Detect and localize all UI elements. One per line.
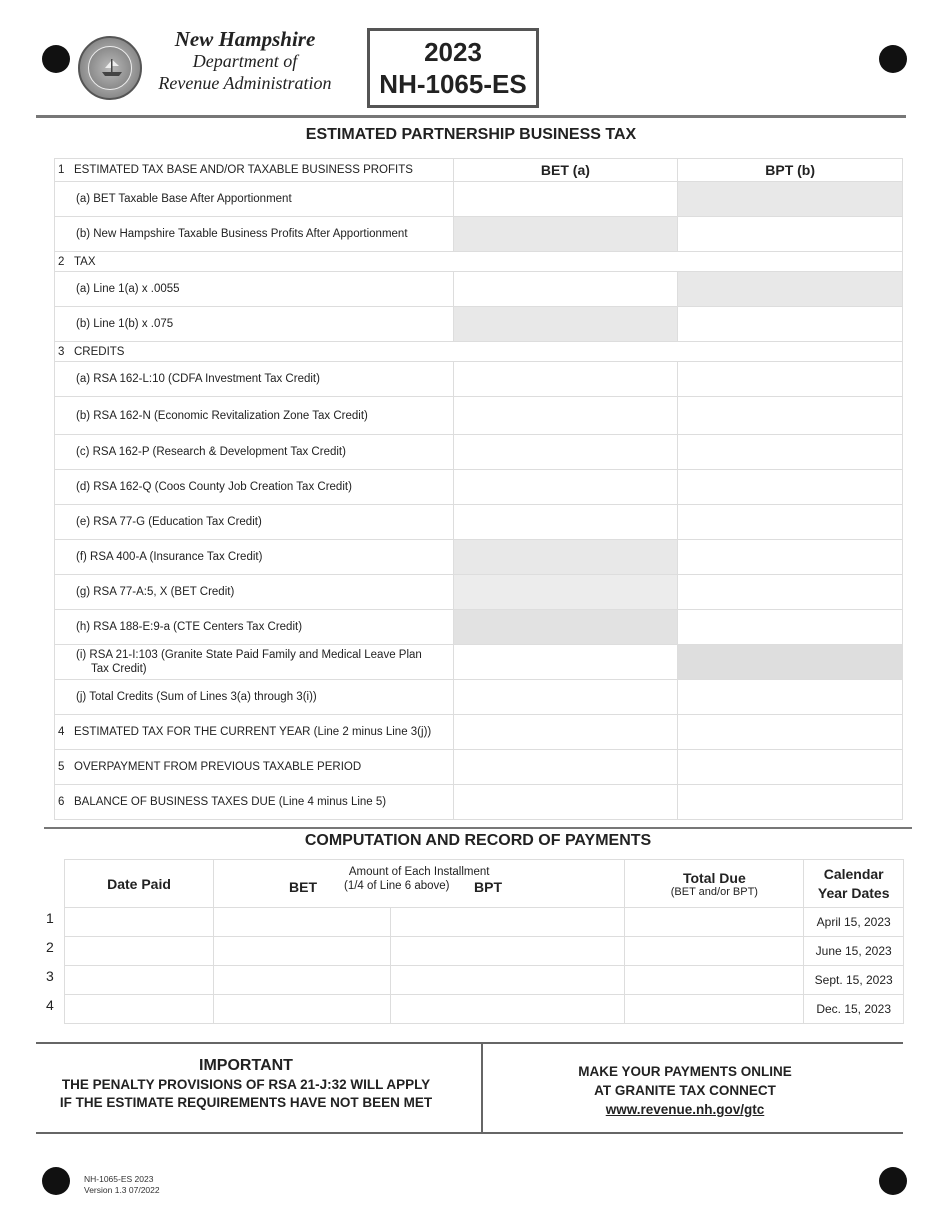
payments-divider (44, 827, 912, 829)
payment-2-bpt[interactable] (391, 937, 625, 966)
estimated-tax-table (54, 158, 903, 820)
line-3i-bpt-shaded (678, 645, 903, 680)
important-line-2: IF THE ESTIMATE REQUIREMENTS HAVE NOT BEEN MET (59, 1095, 433, 1110)
line-3b-bet-field[interactable] (453, 397, 678, 435)
line-2b-bet-shaded (453, 307, 678, 342)
line-6-bet-field[interactable] (453, 785, 678, 820)
payment-4-total[interactable] (625, 995, 804, 1024)
payment-2-due-date: June 15, 2023 (804, 937, 904, 966)
line-3j-label: (j) Total Credits (Sum of Lines 3(a) through 3(i)) (55, 680, 454, 715)
calendar-header: Calendar Year Dates (804, 860, 904, 908)
registration-mark-bottom-right (879, 1167, 907, 1195)
column-header-bpt: BPT (b) (678, 159, 903, 182)
form-year: 2023 (424, 37, 482, 67)
line-1b-label: (b) New Hampshire Taxable Business Profits After Apportionment (55, 217, 454, 252)
amount-header (214, 860, 625, 908)
quarter-note: (1/4 of Line 6 above) (344, 879, 450, 892)
line-3g-bpt-field[interactable] (678, 575, 903, 610)
payment-row-number: 3 (46, 968, 54, 984)
line-1b-bet-shaded (453, 217, 678, 252)
online-payment-notice (483, 1062, 887, 1119)
line-6-label: 6 BALANCE OF BUSINESS TAXES DUE (Line 4 minus Line 5) (55, 785, 454, 820)
payment-1-total[interactable] (625, 908, 804, 937)
line-3d-bpt-field[interactable] (678, 470, 903, 505)
total-due-header: Total Due (BET and/or BPT) (625, 860, 804, 908)
payment-row-number: 2 (46, 939, 54, 955)
online-line-1: MAKE YOUR PAYMENTS ONLINE (578, 1064, 792, 1079)
header-divider (36, 115, 906, 118)
line-5-bet-field[interactable] (453, 750, 678, 785)
line-2b-bpt-field[interactable] (678, 307, 903, 342)
line-5-label: 5 OVERPAYMENT FROM PREVIOUS TAXABLE PERIOD (55, 750, 454, 785)
line-3h-label: (h) RSA 188-E:9-a (CTE Centers Tax Credit) (55, 610, 454, 645)
footer-version: Version 1.3 07/2022 (84, 1185, 160, 1195)
important-bottom-rule (36, 1132, 903, 1134)
line-2-label: 2 TAX (55, 252, 903, 272)
line-3d-bet-field[interactable] (453, 470, 678, 505)
line-3f-bpt-field[interactable] (678, 540, 903, 575)
footer-form-id: NH-1065-ES 2023 (84, 1174, 154, 1184)
state-name: New Hampshire (174, 27, 316, 51)
line-4-bet-field[interactable] (453, 715, 678, 750)
line-6-bpt-field[interactable] (678, 785, 903, 820)
important-line-1: THE PENALTY PROVISIONS OF RSA 21-J:32 WILL APPLY (61, 1077, 431, 1092)
payment-3-due-date: Sept. 15, 2023 (804, 966, 904, 995)
line-3-label: 3 CREDITS (55, 342, 903, 362)
line-3a-label: (a) RSA 162-L:10 (CDFA Investment Tax Credit) (55, 362, 454, 397)
payment-4-due-date: Dec. 15, 2023 (804, 995, 904, 1024)
amount-caption: Amount of Each Installment (348, 865, 490, 878)
line-3g-label: (g) RSA 77-A:5, X (BET Credit) (55, 575, 454, 610)
line-3i-bet-field[interactable] (453, 645, 678, 680)
payment-3-date-paid[interactable] (65, 966, 214, 995)
payment-4-date-paid[interactable] (65, 995, 214, 1024)
department-line-2: Revenue Administration (158, 73, 332, 93)
payments-table (64, 859, 904, 1024)
line-3c-bet-field[interactable] (453, 435, 678, 470)
line-3e-label: (e) RSA 77-G (Education Tax Credit) (55, 505, 454, 540)
line-4-label: 4 ESTIMATED TAX FOR THE CURRENT YEAR (Line 2 minus Line 3(j)) (55, 715, 454, 750)
line-2a-label: (a) Line 1(a) x .0055 (55, 272, 454, 307)
payment-1-due-date: April 15, 2023 (804, 908, 904, 937)
line-3h-bet-shaded (453, 610, 678, 645)
line-3a-bpt-field[interactable] (678, 362, 903, 397)
payment-4-bet[interactable] (214, 995, 391, 1024)
bpt-header: BPT (474, 878, 502, 895)
bet-header: BET (289, 878, 317, 895)
line-3i-label-line-2: Tax Credit) (91, 663, 147, 675)
line-4-bpt-field[interactable] (678, 715, 903, 750)
agency-name (140, 28, 350, 94)
line-3f-bet-shaded (453, 540, 678, 575)
line-1a-bet-field[interactable] (453, 182, 678, 217)
form-id-box (367, 28, 539, 108)
line-2a-bpt-shaded (678, 272, 903, 307)
line-3a-bet-field[interactable] (453, 362, 678, 397)
line-2b-label: (b) Line 1(b) x .075 (55, 307, 454, 342)
payment-2-total[interactable] (625, 937, 804, 966)
payment-row-number: 1 (46, 910, 54, 926)
line-3g-bet-shaded (453, 575, 678, 610)
payments-title: COMPUTATION AND RECORD OF PAYMENTS (304, 832, 652, 849)
payment-2-date-paid[interactable] (65, 937, 214, 966)
line-3i-label-line-1: (i) RSA 21-I:103 (Granite State Paid Family and Medical Leave Plan (76, 649, 422, 661)
payment-2-bet[interactable] (214, 937, 391, 966)
line-3b-label: (b) RSA 162-N (Economic Revitalization Zone Tax Credit) (55, 397, 454, 435)
important-title: IMPORTANT (199, 1057, 293, 1074)
important-notice (36, 1056, 456, 1112)
registration-mark-top-right (879, 45, 907, 73)
form-code: NH-1065-ES (379, 69, 527, 99)
line-3d-label: (d) RSA 162-Q (Coos County Job Creation Tax Credit) (55, 470, 454, 505)
online-line-2: AT GRANITE TAX CONNECT (594, 1083, 776, 1098)
line-5-bpt-field[interactable] (678, 750, 903, 785)
line-3i-label (55, 645, 454, 680)
column-header-bet: BET (a) (453, 159, 678, 182)
payment-1-bet[interactable] (214, 908, 391, 937)
registration-mark-top-left (42, 45, 70, 73)
date-paid-header: Date Paid (65, 860, 214, 908)
line-3j-bpt-field[interactable] (678, 680, 903, 715)
payment-3-bet[interactable] (214, 966, 391, 995)
gtc-link[interactable]: www.revenue.nh.gov/gtc (605, 1102, 765, 1117)
line-3c-bpt-field[interactable] (678, 435, 903, 470)
line-2a-bet-field[interactable] (453, 272, 678, 307)
line-3c-label: (c) RSA 162-P (Research & Development Tax Credit) (55, 435, 454, 470)
line-3f-label: (f) RSA 400-A (Insurance Tax Credit) (55, 540, 454, 575)
payment-3-bpt[interactable] (391, 966, 625, 995)
important-top-rule (36, 1042, 903, 1044)
form-footer (84, 1174, 160, 1196)
payment-1-date-paid[interactable] (65, 908, 214, 937)
payment-4-bpt[interactable] (391, 995, 625, 1024)
registration-mark-bottom-left (42, 1167, 70, 1195)
line-1a-label: (a) BET Taxable Base After Apportionment (55, 182, 454, 217)
payment-3-total[interactable] (625, 966, 804, 995)
line-3h-bpt-field[interactable] (678, 610, 903, 645)
line-3b-bpt-field[interactable] (678, 397, 903, 435)
line-1b-bpt-field[interactable] (678, 217, 903, 252)
line-3j-bet-field[interactable] (453, 680, 678, 715)
department-line-1: Department of (192, 51, 298, 71)
payment-1-bpt[interactable] (391, 908, 625, 937)
line-1a-bpt-shaded (678, 182, 903, 217)
main-title: ESTIMATED PARTNERSHIP BUSINESS TAX (305, 126, 637, 143)
line-1-label: 1 ESTIMATED TAX BASE AND/OR TAXABLE BUSINESS PROFITS (55, 159, 454, 182)
state-seal-logo (78, 36, 142, 100)
line-3e-bpt-field[interactable] (678, 505, 903, 540)
payment-row-number: 4 (46, 997, 54, 1013)
line-3e-bet-field[interactable] (453, 505, 678, 540)
